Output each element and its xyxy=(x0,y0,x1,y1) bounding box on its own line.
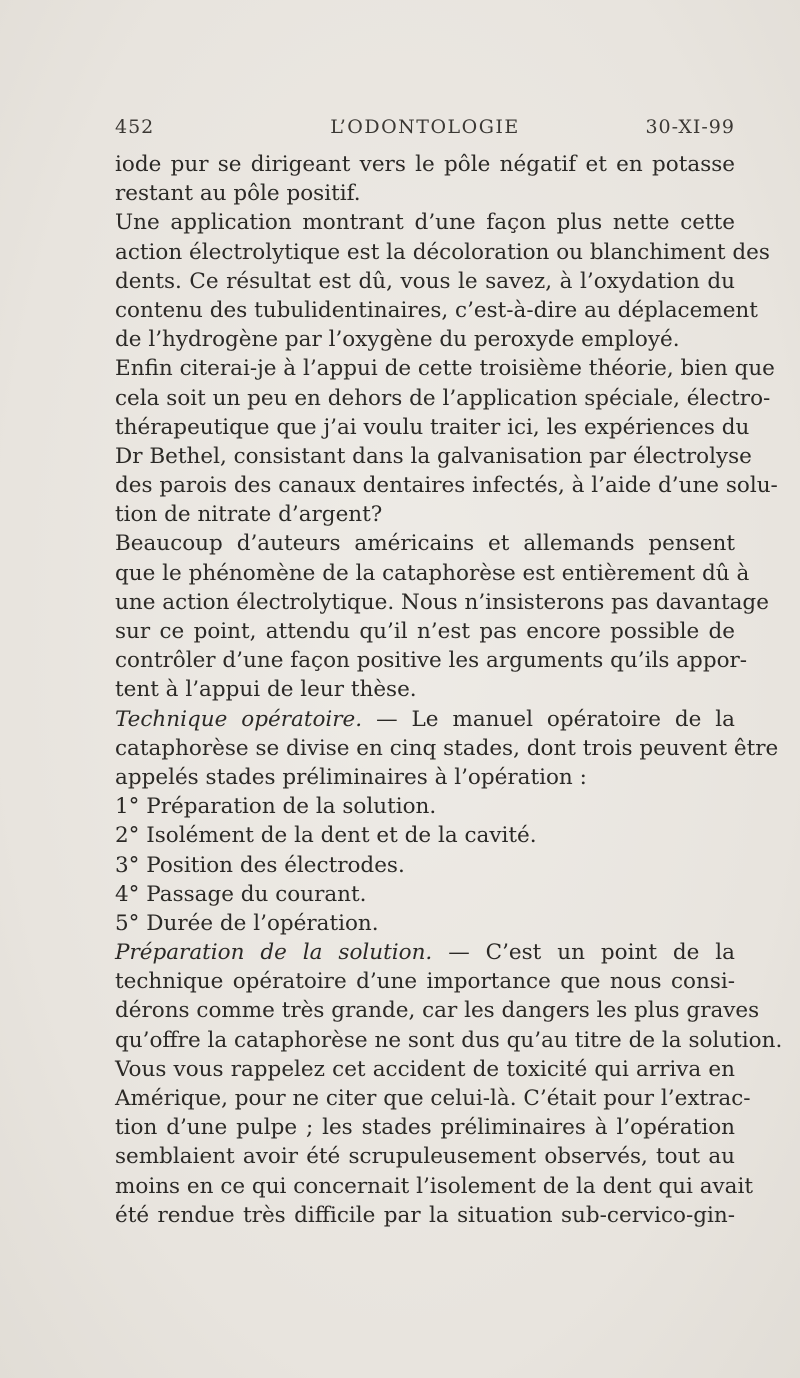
text-line: une action électrolytique. Nous n’insisterons pas davantage xyxy=(115,589,769,615)
text-line: restant au pôle positif. xyxy=(115,181,361,207)
text-line: cataphorèse se divise en cinq stades, dont trois peuvent être xyxy=(115,735,779,761)
text-line: contrôler d’une façon positive les arguments qu’ils appor- xyxy=(115,648,748,674)
text-line: sur ce point, attendu qu’il n’est pas encore possible de xyxy=(115,619,735,644)
section-heading-continuation: — Le manuel opératoire de la xyxy=(362,706,735,732)
text-line: contenu des tubulidentinaires, c’est-à-dire au déplacement xyxy=(115,297,758,323)
section-preparation-first-line xyxy=(115,938,735,967)
text-line: cela soit un peu en dehors de l’application spéciale, électro- xyxy=(115,385,771,411)
text-line: tion de nitrate d’argent? xyxy=(115,502,383,528)
text-line: Beaucoup d’auteurs américains et allemands pensent xyxy=(115,531,735,557)
text-line: appelés stades préliminaires à l’opération : xyxy=(115,764,587,790)
text-line: technique opératoire d’une importance que nous consi- xyxy=(115,969,735,995)
list-item: 2° Isolément de la dent et de la cavité. xyxy=(115,823,537,849)
text-line: Une application montrant d’une façon plus nette cette xyxy=(115,210,735,236)
list-item: 1° Préparation de la solution. xyxy=(115,794,437,820)
text-line: iode pur se dirigeant vers le pôle négatif et en potasse xyxy=(115,152,735,177)
text-line: dents. Ce résultat est dû, vous le savez, à l’oxydation du xyxy=(115,268,735,294)
text-line: de l’hydrogène par l’oxygène du peroxyde employé. xyxy=(115,327,680,353)
text-line: des parois des canaux dentaires infectés, à l’aide d’une solu- xyxy=(115,473,778,499)
text-line: dérons comme très grande, car les dangers les plus graves xyxy=(115,998,760,1024)
text-line: Dr Bethel, consistant dans la galvanisation par électrolyse xyxy=(115,443,752,469)
text-line: Vous vous rappelez cet accident de toxicité qui arriva en xyxy=(115,1056,735,1082)
issue-date: 30-XI-99 xyxy=(645,116,735,138)
text-line: tion d’une pulpe ; les stades préliminaires à l’opération xyxy=(115,1115,735,1141)
journal-title: L’ODONTOLOGIE xyxy=(330,116,520,138)
section-heading-continuation: — C’est un point de la xyxy=(432,940,735,966)
text-line: Amérique, pour ne citer que celui-là. C’était pour l’extrac- xyxy=(115,1086,751,1111)
text-line: action électrolytique est la décoloration ou blanchiment des xyxy=(115,239,770,265)
text-line: été rendue très difficile par la situation sub-cervico-gin- xyxy=(115,1202,735,1228)
text-line: que le phénomène de la cataphorèse est entièrement dû à xyxy=(115,560,750,586)
body-text xyxy=(115,150,783,1230)
list-item: 5° Durée de l’opération. xyxy=(115,910,379,936)
text-line: tent à l’appui de leur thèse. xyxy=(115,677,417,703)
page-number: 452 xyxy=(115,116,155,138)
section-heading: Préparation de la solution. xyxy=(115,940,433,966)
section-heading: Technique opératoire. xyxy=(115,706,363,732)
text-line: qu’offre la cataphorèse ne sont dus qu’au titre de la solution. xyxy=(115,1027,783,1053)
running-header xyxy=(115,116,735,146)
text-line: semblaient avoir été scrupuleusement observés, tout au xyxy=(115,1144,735,1170)
section-technique-first-line xyxy=(115,705,735,734)
list-item: 4° Passage du courant. xyxy=(115,881,367,907)
text-line: Enfin citerai-je à l’appui de cette troisième théorie, bien que xyxy=(115,356,775,382)
text-line: thérapeutique que j’ai voulu traiter ici, les expériences du xyxy=(115,414,750,440)
list-item: 3° Position des électrodes. xyxy=(115,852,405,878)
text-line: moins en ce qui concernait l’isolement de la dent qui avait xyxy=(115,1173,754,1199)
